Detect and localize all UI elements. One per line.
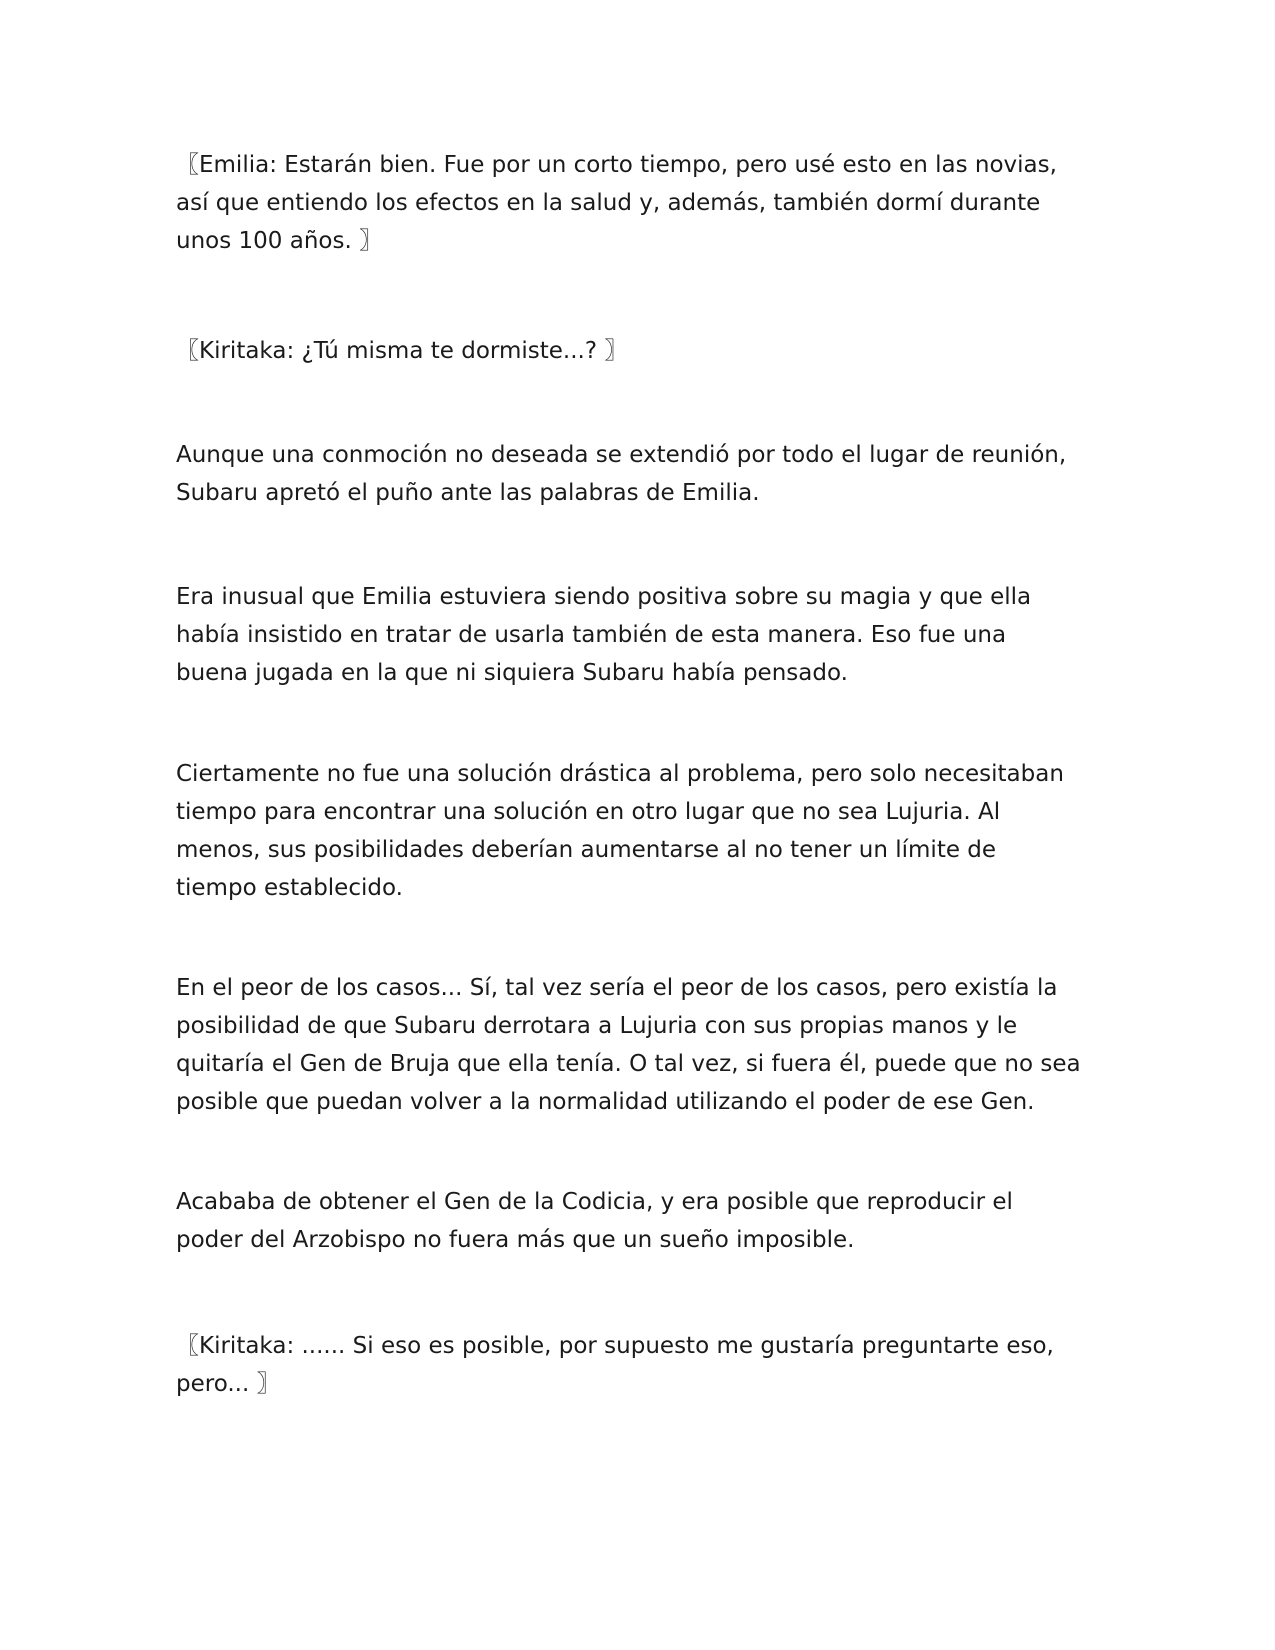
paragraph-solution: Ciertamente no fue una solución drástica al problema, pero solo necesitaban tiempo para encontrar una solución en otro lugar que no sea Lujuria. Al menos, sus posibilidades deberían aumentarse al no tener un límite de tiempo establecido. <box>176 761 1064 901</box>
paragraph-worst-case: En el peor de los casos... Sí, tal vez sería el peor de los casos, pero existía la posibilidad de que Subaru derrotara a Lujuria con sus propias manos y le quitaría el Gen de Bruja que ella tenía. O tal vez, si fuera él, puede que no sea posible que puedan volver a la normalidad utilizando el poder de ese Gen. <box>176 975 1081 1115</box>
paragraph-kiritaka-reply: 〖Kiritaka: ...... Si eso es posible, por supuesto me gustaría preguntarte eso, pero... 〗 <box>176 1333 1054 1397</box>
paragraph-emilia-dialogue: 〖Emilia: Estarán bien. Fue por un corto tiempo, pero usé esto en las novias, así que entiendo los efectos en la salud y, además, también dormí durante unos 100 años. 〗 <box>176 152 1057 254</box>
paragraph-commotion: Aunque una conmoción no deseada se extendió por todo el lugar de reunión, Subaru apretó el puño ante las palabras de Emilia. <box>176 442 1067 506</box>
paragraph-emilia-magic: Era inusual que Emilia estuviera siendo positiva sobre su magia y que ella había insistido en tratar de usarla también de esta manera. Eso fue una buena jugada en la que ni siquiera Subaru había pensado. <box>176 584 1032 686</box>
paragraph-greed-gen: Acababa de obtener el Gen de la Codicia, y era posible que reproducir el poder del Arzobispo no fuera más que un sueño imposible. <box>176 1189 1013 1253</box>
paragraph-kiritaka-question: 〖Kiritaka: ¿Tú misma te dormiste...? 〗 <box>176 338 628 364</box>
